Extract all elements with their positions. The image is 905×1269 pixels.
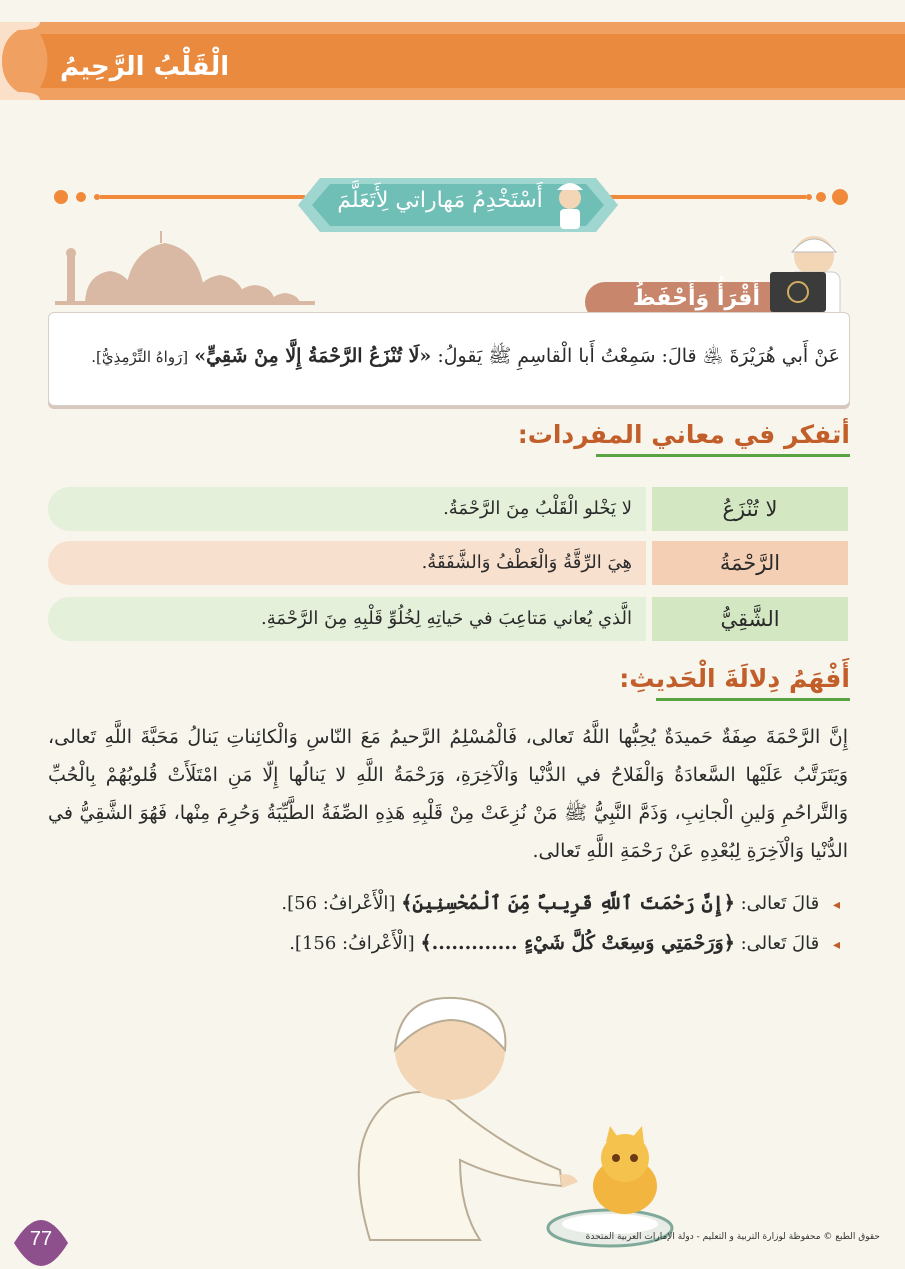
hadith-intro: عَنْ أَبي هُرَيْرَةَ ﵁ قالَ: سَمِعْتُ أَبا الْقاسِمِ ﷺ يَقولُ:	[431, 345, 840, 367]
verse-text: ﴿وَرَحْمَتِي وَسِعَتْ كُلَّ شَيْءٍ .............﴾	[420, 932, 735, 954]
hadith-quote: «لَا تُنْزَعُ الرَّحْمَةُ إِلَّا مِنْ شَقِيٍّ»	[194, 345, 432, 367]
vocab-meaning: الَّذي يُعاني مَتاعِبَ في حَياتِهِ لِخُلُوِّ قَلْبِهِ مِنَ الرَّحْمَةِ.	[261, 608, 632, 629]
verse-ref: [الْأَعْرافُ: 156].	[289, 933, 415, 954]
vocab-meaning: هِيَ الرِّقَّةُ وَالْعَطْفُ وَالشَّفَقَةُ.	[421, 552, 632, 573]
vocab-meaning: لا يَخْلو الْقَلْبُ مِنَ الرَّحْمَةُ.	[443, 498, 632, 519]
boy-reading-icon	[770, 228, 850, 320]
understand-heading: أَفْهَمُ دِلالَةَ الْحَديثِ:	[619, 664, 850, 693]
vocab-meaning-cell	[48, 487, 646, 531]
vocab-meaning-cell	[48, 541, 646, 585]
bullet-icon: ◂	[832, 897, 840, 913]
hadith-source: [رَواهُ التِّرْمِذِيُّ].	[91, 348, 189, 366]
vocab-word: الشَّقِيُّ	[720, 607, 780, 631]
vocab-word: لا تُنْزَعُ	[722, 497, 778, 521]
vocab-row	[48, 597, 848, 641]
skills-title: أَسْتَخْدِمُ مَهاراتي لِأَتَعَلَّمَ	[337, 188, 543, 213]
verse-prefix: قالَ تَعالى:	[740, 893, 820, 914]
page-number: 77	[29, 1228, 53, 1250]
vocab-word-cell	[652, 541, 848, 585]
verse-ref: [الْأَعْرافُ: 56].	[281, 893, 396, 914]
hadith-text	[60, 338, 840, 375]
heading-underline	[656, 698, 850, 701]
orange-dot	[832, 189, 848, 205]
orange-dot	[806, 194, 812, 200]
verse-line	[160, 892, 840, 914]
vocab-row	[48, 541, 848, 585]
lesson-title: الْقَلْبُ الرَّحِيمُ	[60, 52, 230, 82]
right-divider-line	[606, 195, 806, 199]
orange-dot	[54, 190, 68, 204]
body-paragraph: إِنَّ الرَّحْمَةَ صِفَةٌ حَميدَةٌ يُحِبُّها اللَّهُ تَعالى، فَالْمُسْلِمُ الرَّحيمُ مَعَ النّاسِ وَالْكائِناتِ يَنالُ مَحَبَّةَ اللَّهِ تَعالى، وَيَتَرَتَّبُ عَلَيْها السَّعادَةُ وَالْفَلاحُ في الدُّنْيا وَالْآخِرَةِ، وَرَحْمَةُ اللَّهِ لا يَنالُها إِلّا مَنِ امْتَلَأَتْ قُلوبُهُمْ بِالْحُبِّ وَالتَّراحُمِ وَلينِ الْجانِبِ، وَذَمَّ النَّبِيُّ ﷺ مَنْ نُزِعَتْ مِنْ قَلْبِهِ هَذِهِ الصِّفَةُ الطَّيِّبَةُ وَحُرِمَ مِنْها، فَهُوَ الشَّقِيُّ في الدُّنْيا وَالْآخِرَةِ لِبُعْدِهِ عَنْ رَحْمَةِ اللَّهِ تَعالى.	[48, 726, 848, 862]
vocab-meaning-cell	[48, 597, 646, 641]
vocab-word-cell	[652, 597, 848, 641]
boy-feeding-cat-illustration	[310, 990, 690, 1260]
vocab-heading: أتفكر في معاني المفردات:	[517, 420, 850, 449]
vocab-word: الرَّحْمَةُ	[719, 551, 781, 575]
vocab-word-cell	[652, 487, 848, 531]
verse-prefix: قالَ تَعالى:	[740, 933, 820, 954]
bullet-icon: ◂	[832, 937, 840, 953]
mosque-icon	[55, 225, 315, 305]
read-title: أَقْرَأُ وَأَحْفَظُ	[632, 286, 760, 311]
vocab-row	[48, 487, 848, 531]
orange-dot	[76, 192, 86, 202]
left-divider-line	[100, 195, 305, 199]
heading-underline	[596, 454, 850, 457]
verse-line	[160, 932, 840, 954]
orange-dot	[94, 194, 100, 200]
orange-dot	[816, 192, 826, 202]
copyright-notice: حقوق الطبع © محفوظة لوزارة التربية و التعليم - دولة الإمارات العربية المتحدة	[585, 1232, 880, 1242]
verse-text: ﴿إِنَّ رَحْمَتَ ٱللَّهِ قَرِيبٌ مِّنَ ٱلْمُحْسِنِينَ﴾	[401, 892, 735, 914]
